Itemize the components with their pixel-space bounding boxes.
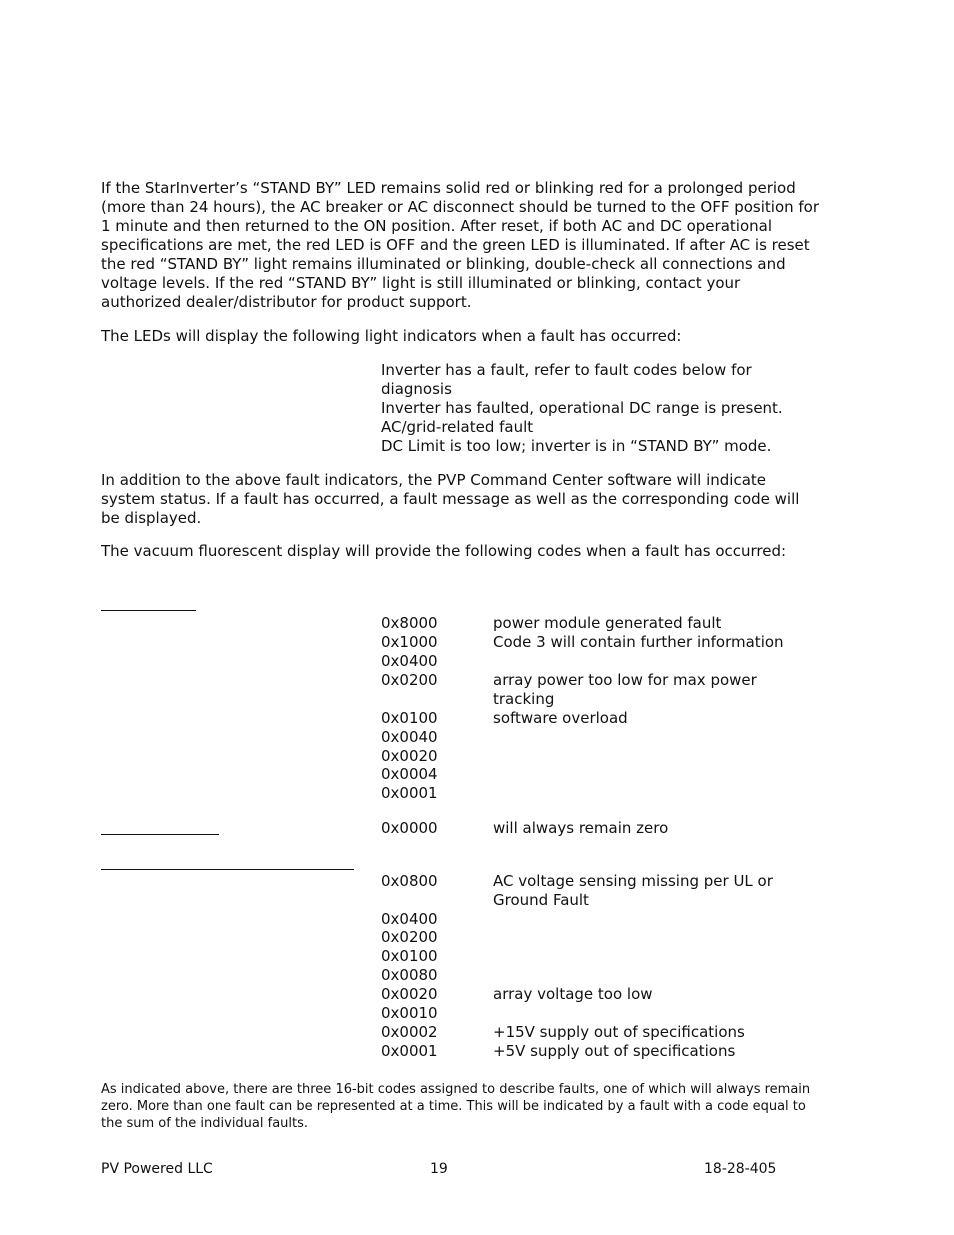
fault-code: 0x0400 xyxy=(381,652,438,670)
led-indicator-item: DC Limit is too low; inverter is in “STAND BY” mode. xyxy=(381,437,772,455)
fault-code: 0x0001 xyxy=(381,784,438,802)
fault-description: AC voltage sensing missing per UL or Ground Fault xyxy=(493,872,773,909)
fault-code: 0x0200 xyxy=(381,671,438,689)
vfd-paragraph: The vacuum fluorescent display will provide the following codes when a fault has occurred: xyxy=(101,542,787,560)
led-indicator-item: AC/grid-related fault xyxy=(381,418,534,436)
fault-code: 0x0040 xyxy=(381,728,438,746)
code-group-3-heading-rule xyxy=(101,869,354,870)
led-indicator-list xyxy=(381,361,821,456)
led-indicator-item: Inverter has faulted, operational DC range is present. xyxy=(381,399,783,417)
fault-code: 0x0002 xyxy=(381,1023,438,1041)
led-indicator-item: Inverter has a fault, refer to fault codes below for diagnosis xyxy=(381,361,752,398)
fault-code: 0x0800 xyxy=(381,872,438,890)
fault-code: 0x0020 xyxy=(381,747,438,765)
fault-code: 0x0020 xyxy=(381,985,438,1003)
fault-description: will always remain zero xyxy=(493,819,669,837)
summary-paragraph: As indicated above, there are three 16-bit codes assigned to describe faults, one of which will always remain zero. More than one fault can be represented at a time. This will be indicated by a fault with a code equal to the sum of the individual faults. xyxy=(101,1082,811,1131)
fault-description: +5V supply out of specifications xyxy=(493,1042,736,1060)
fault-description: software overload xyxy=(493,709,628,727)
led-intro-paragraph: The LEDs will display the following light indicators when a fault has occurred: xyxy=(101,327,682,345)
fault-code: 0x0001 xyxy=(381,1042,438,1060)
standby-paragraph: If the StarInverter’s “STAND BY” LED remains solid red or blinking red for a prolonged period (more than 24 hours), the AC breaker or AC disconnect should be turned to the OFF position for 1 minute and then returned to the ON position. After reset, if both AC and DC operational specifications are met, the red LED is OFF and the green LED is illuminated. If after AC is reset the red “STAND BY” light remains illuminated or blinking, double-check all connections and voltage levels. If the red “STAND BY” light is still illuminated or blinking, contact your authorized dealer/distributor for product support. xyxy=(101,179,820,311)
fault-code: 0x8000 xyxy=(381,614,438,632)
pvp-paragraph: In addition to the above fault indicators, the PVP Command Center software will indicate system status. If a fault has occurred, a fault message as well as the corresponding code will be displayed. xyxy=(101,471,800,527)
fault-code: 0x0100 xyxy=(381,709,438,727)
code-group-2-heading-rule xyxy=(101,834,219,835)
footer-doc-number: 18-28-405 xyxy=(704,1161,777,1177)
fault-code: 0x1000 xyxy=(381,633,438,651)
fault-code: 0x0004 xyxy=(381,765,438,783)
fault-description: Code 3 will contain further information xyxy=(493,633,784,651)
fault-description: power module generated fault xyxy=(493,614,722,632)
fault-code: 0x0010 xyxy=(381,1004,438,1022)
fault-description: array power too low for max power tracking xyxy=(493,671,757,708)
footer-company: PV Powered LLC xyxy=(101,1161,213,1177)
footer-page-number: 19 xyxy=(430,1161,448,1177)
fault-description: array voltage too low xyxy=(493,985,653,1003)
fault-code: 0x0080 xyxy=(381,966,438,984)
fault-code: 0x0100 xyxy=(381,947,438,965)
fault-code: 0x0400 xyxy=(381,910,438,928)
fault-code: 0x0200 xyxy=(381,928,438,946)
code-group-1-heading-rule xyxy=(101,610,196,611)
fault-code: 0x0000 xyxy=(381,819,438,837)
fault-description: +15V supply out of specifications xyxy=(493,1023,745,1041)
